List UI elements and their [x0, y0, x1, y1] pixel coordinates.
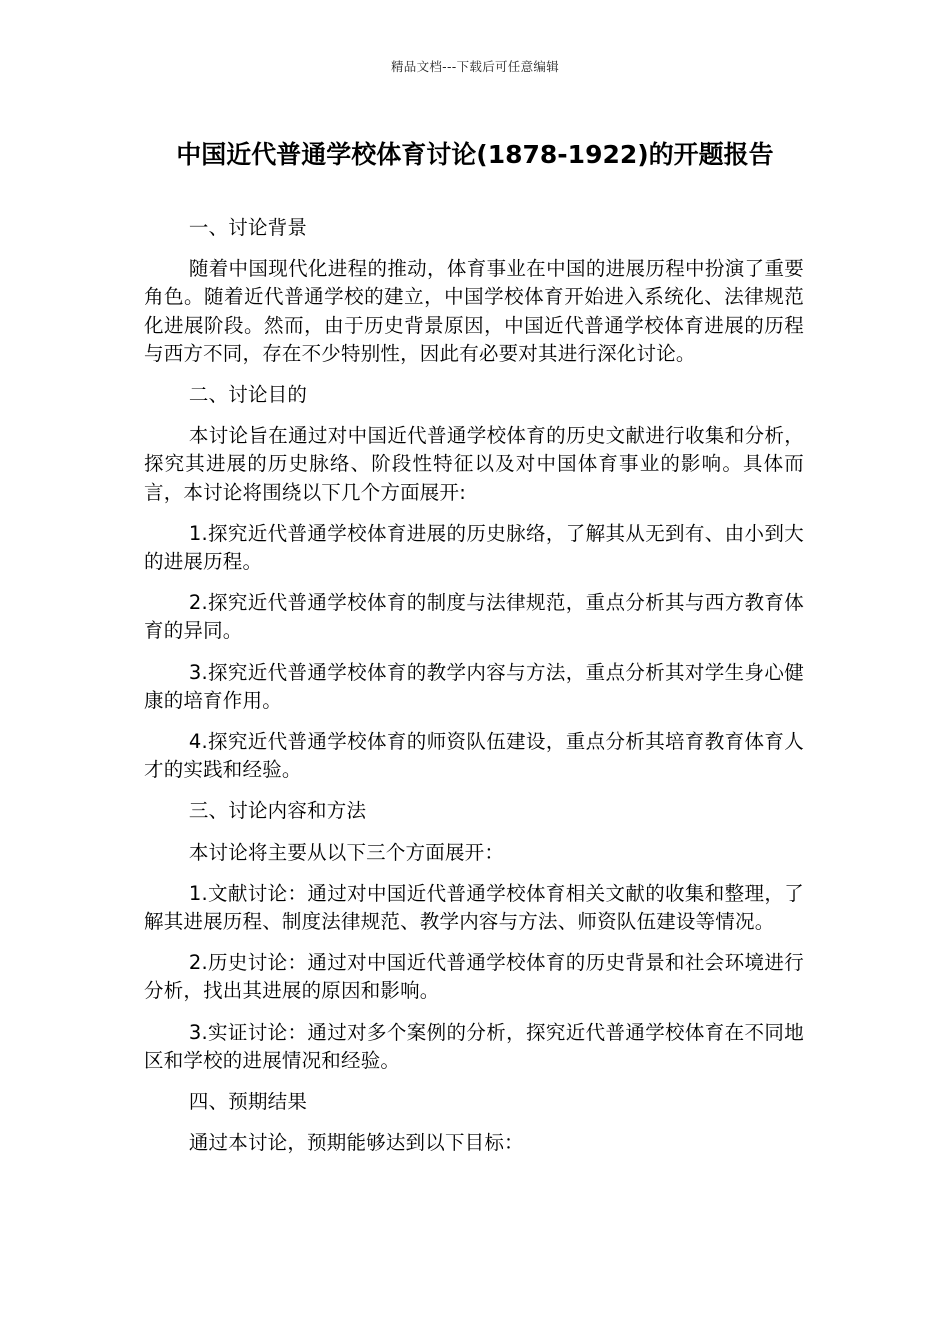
paragraph-expected-results: 通过本讨论，预期能够达到以下目标： [188, 1131, 524, 1155]
section-heading-methods: 三、讨论内容和方法 [188, 799, 367, 823]
paragraph-purpose: 本讨论旨在通过对中国近代普通学校体育的历史文献进行收集和分析，探究其进展的历史脉络、阶段性特征以及对中国体育事业的影响。具体而言，本讨论将围绕以下几个方面展开: [144, 424, 804, 504]
document-body [144, 214, 804, 1170]
section-heading-expected-results: 四、预期结果 [188, 1090, 308, 1114]
section-heading-background: 一、讨论背景 [188, 216, 308, 239]
list-item-method-2: 2.历史讨论：通过对中国近代普通学校体育的历史背景和社会环境进行分析，找出其进展的原因和影响。 [144, 951, 804, 1003]
list-item-purpose-2: 2.探究近代普通学校体育的制度与法律规范，重点分析其与西方教育体育的异同。 [144, 591, 804, 643]
section-heading-purpose: 二、讨论目的 [188, 383, 308, 407]
list-item-purpose-1: 1.探究近代普通学校体育进展的历史脉络，了解其从无到有、由小到大的进展历程。 [144, 521, 804, 574]
list-item-purpose-3: 3.探究近代普通学校体育的教学内容与方法，重点分析其对学生身心健康的培育作用。 [144, 660, 804, 712]
paragraph-methods-intro: 本讨论将主要从以下三个方面展开： [188, 840, 505, 864]
header-note: 精品文档---下载后可任意编辑 [390, 59, 560, 74]
list-item-method-1: 1.文献讨论：通过对中国近代普通学校体育相关文献的收集和整理，了解其进展历程、制度法律规范、教学内容与方法、师资队伍建设等情况。 [144, 881, 804, 934]
list-item-method-3: 3.实证讨论：通过对多个案例的分析，探究近代普通学校体育在不同地区和学校的进展情况和经验。 [144, 1020, 804, 1072]
document-title: 中国近代普通学校体育讨论(1878-1922)的开题报告 [176, 140, 774, 169]
list-item-purpose-4: 4.探究近代普通学校体育的师资队伍建设，重点分析其培育教育体育人才的实践和经验。 [144, 730, 804, 782]
paragraph-background: 随着中国现代化进程的推动，体育事业在中国的进展历程中扮演了重要角色。随着近代普通学校的建立，中国学校体育开始进入系统化、法律规范化进展阶段。然而，由于历史背景原因，中国近代普通学校体育进展的历程与西方不同，存在不少特别性，因此有必要对其进行深化讨论。 [144, 257, 804, 365]
